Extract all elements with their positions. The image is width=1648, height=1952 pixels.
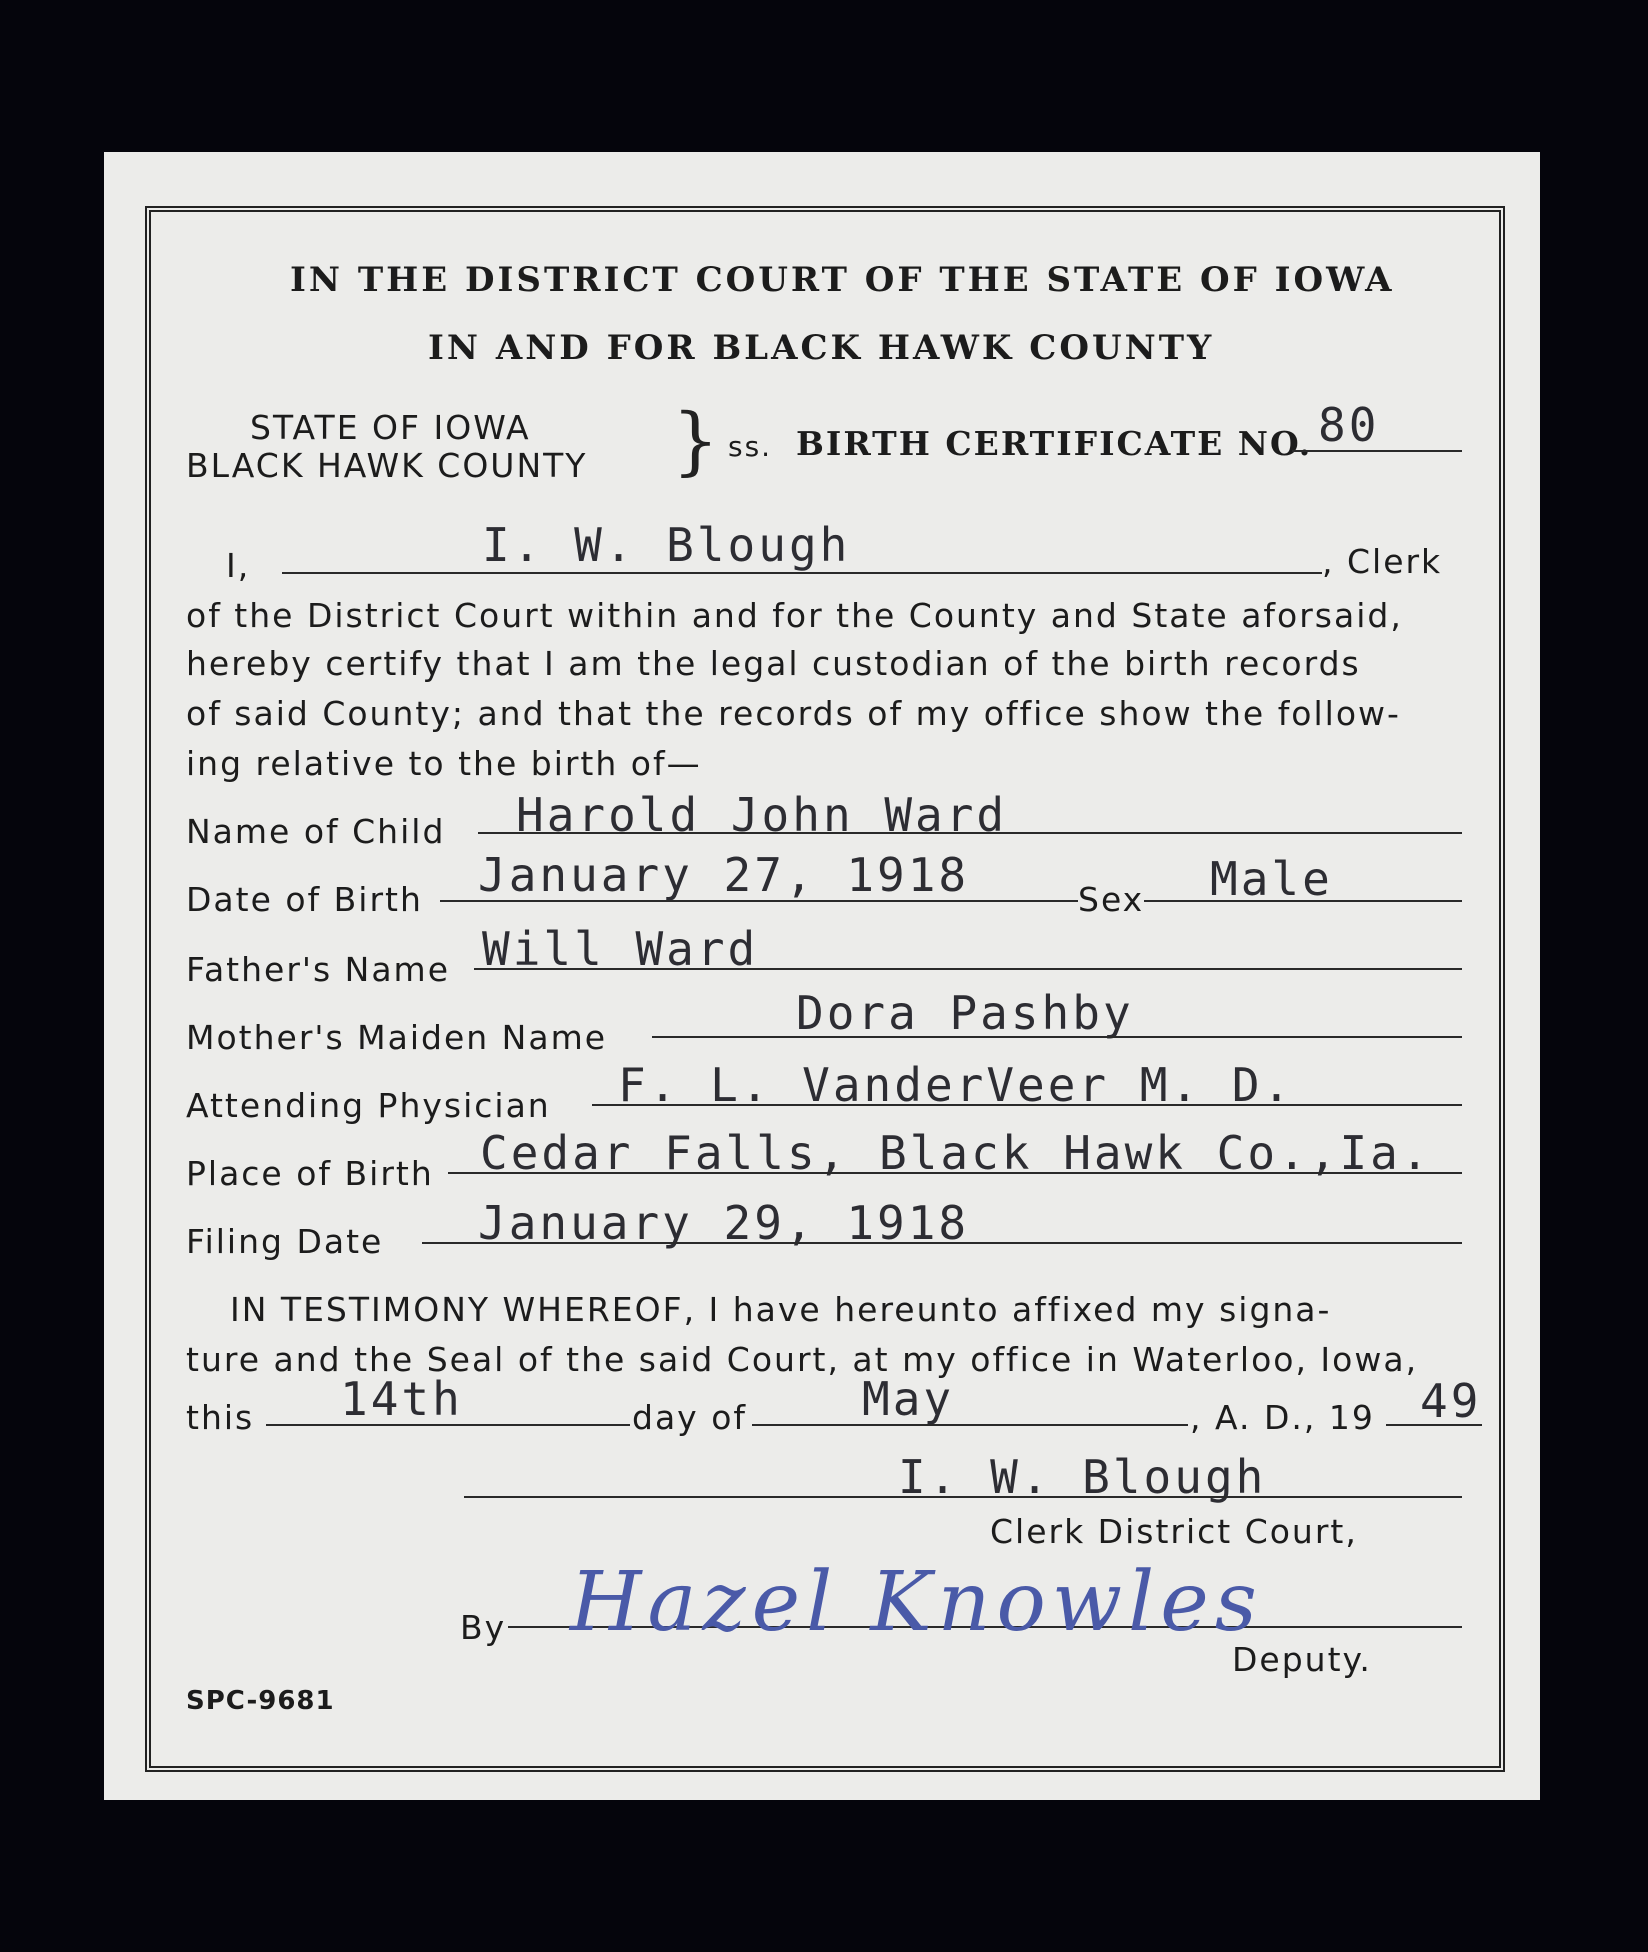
venue-county: BLACK HAWK COUNTY: [186, 446, 588, 485]
svg-text:Hazel Knowles: Hazel Knowles: [570, 1555, 1263, 1650]
deputy-title: Deputy.: [1232, 1640, 1372, 1679]
father-label: Father's Name: [186, 950, 451, 989]
filing-date-label: Filing Date: [186, 1222, 384, 1261]
venue-brace: }: [672, 398, 720, 484]
filing-date-line: [422, 1242, 1462, 1244]
dob-value: January 27, 1918: [478, 848, 970, 902]
father-line: [474, 968, 1462, 970]
county-heading: IN AND FOR BLACK HAWK COUNTY: [428, 328, 1215, 368]
certificate-number: 80: [1318, 398, 1380, 452]
month-value: May: [862, 1372, 955, 1426]
dob-line: [440, 900, 1078, 902]
form-number: SPC-9681: [186, 1686, 335, 1716]
by-label: By: [460, 1608, 507, 1647]
testimony-line-2: ture and the Seal of the said Court, at my office in Waterloo, Iowa,: [186, 1340, 1419, 1379]
clerk-name-typed: I. W. Blough: [482, 518, 851, 572]
year-line: [1386, 1424, 1482, 1426]
place-label: Place of Birth: [186, 1154, 434, 1193]
ss-label: ss.: [728, 430, 773, 463]
clerk-title: Clerk District Court,: [990, 1512, 1358, 1551]
physician-line: [592, 1104, 1462, 1106]
certificate-number-line: [1292, 450, 1462, 452]
testimony-line-1: IN TESTIMONY WHEREOF, I have hereunto affixed my signa-: [230, 1290, 1332, 1329]
certification-line-4: ing relative to the birth of—: [186, 744, 702, 783]
physician-label: Attending Physician: [186, 1086, 551, 1125]
place-line: [448, 1172, 1462, 1174]
filing-date-value: January 29, 1918: [478, 1196, 970, 1250]
child-name-label: Name of Child: [186, 812, 446, 851]
venue-state: STATE OF IOWA: [250, 408, 531, 447]
birth-certificate-label: BIRTH CERTIFICATE NO.: [796, 424, 1313, 463]
child-name-line: [478, 832, 1462, 834]
this-label: this: [186, 1398, 255, 1437]
sex-line: [1144, 900, 1462, 902]
mother-value: Dora Pashby: [796, 986, 1134, 1040]
clerk-typed-name: I. W. Blough: [898, 1450, 1267, 1504]
clerk-name-line: [282, 572, 1322, 574]
mother-line: [652, 1036, 1462, 1038]
intro-suffix: , Clerk: [1322, 542, 1443, 581]
dob-label: Date of Birth: [186, 880, 423, 919]
certification-line-3: of said County; and that the records of my office show the follow-: [186, 694, 1401, 733]
certification-line-2: hereby certify that I am the legal custodian of the birth records: [186, 644, 1361, 683]
sex-label: Sex: [1078, 880, 1145, 919]
physician-value: F. L. VanderVeer M. D.: [618, 1058, 1294, 1112]
year-value: 49: [1420, 1374, 1482, 1428]
child-name-value: Harold John Ward: [516, 788, 1008, 842]
mother-label: Mother's Maiden Name: [186, 1018, 608, 1057]
month-line: [752, 1424, 1188, 1426]
clerk-signature-line: [464, 1496, 1462, 1498]
intro-prefix: I,: [226, 546, 251, 585]
certification-line-1: of the District Court within and for the County and State aforsaid,: [186, 596, 1403, 635]
place-value: Cedar Falls, Black Hawk Co.,Ia.: [480, 1126, 1432, 1180]
sex-value: Male: [1210, 852, 1333, 906]
ad-label: , A. D., 19: [1190, 1398, 1375, 1437]
court-heading: IN THE DISTRICT COURT OF THE STATE OF IOWA: [290, 260, 1395, 300]
day-value: 14th: [340, 1372, 463, 1426]
day-line: [266, 1424, 630, 1426]
day-of-label: day of: [632, 1398, 747, 1437]
father-value: Will Ward: [482, 922, 759, 976]
